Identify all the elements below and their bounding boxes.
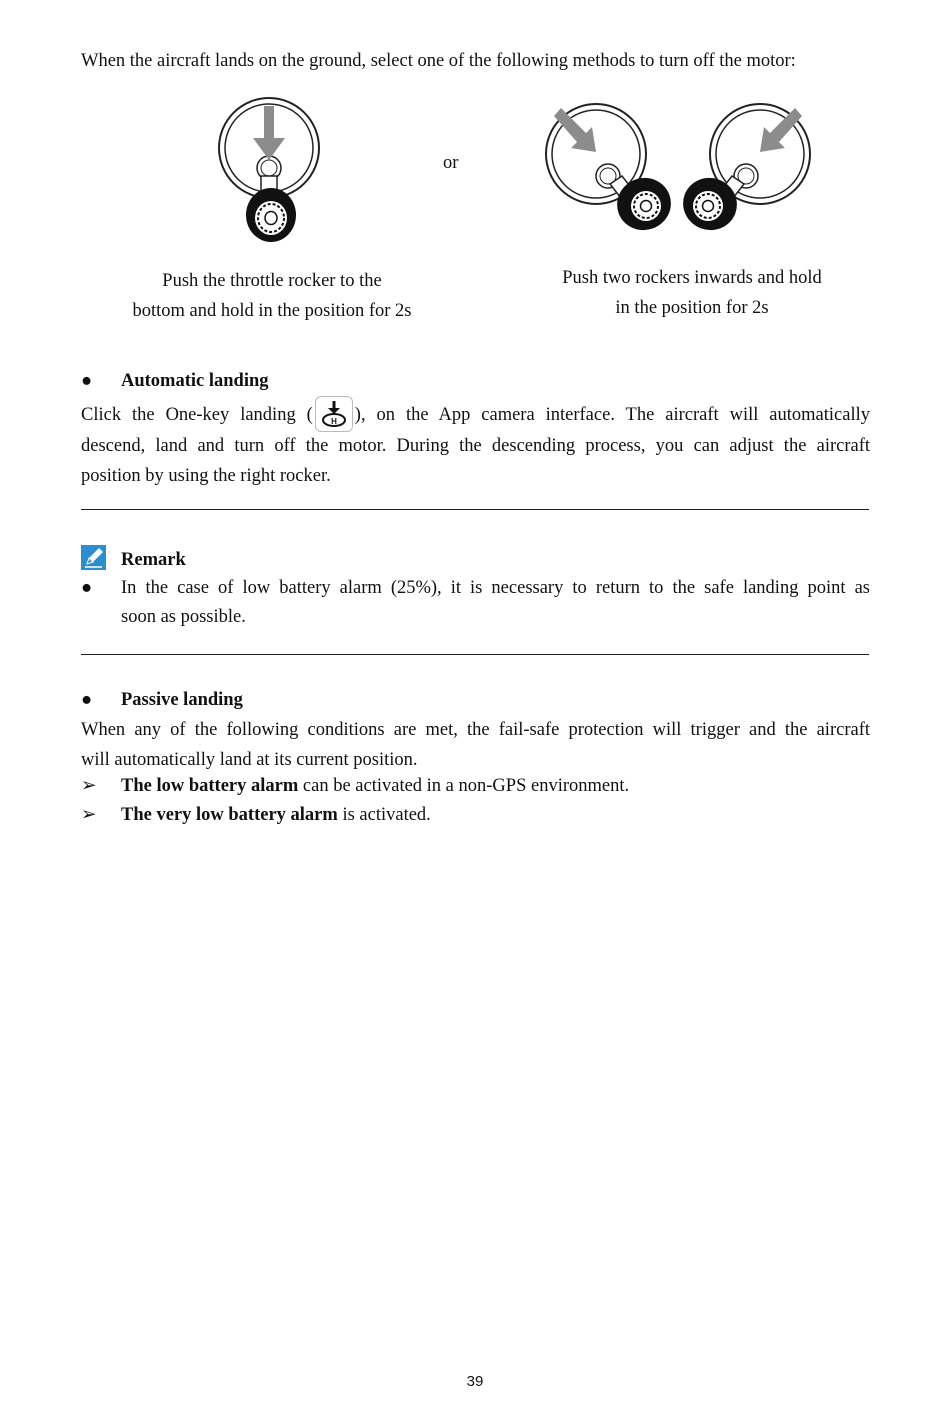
divider <box>81 654 869 655</box>
automatic-landing-paragraph <box>81 396 870 491</box>
paragraph-line: position by using the right rocker. <box>81 465 331 486</box>
intro-text: When the aircraft lands on the ground, select one of the following methods to turn off the motor: <box>81 51 796 71</box>
paragraph-line <box>81 396 870 432</box>
bullet-icon: ● <box>81 578 93 598</box>
remark-heading <box>81 545 186 571</box>
paragraph-line: descend, land and turn off the motor. During the descending process, you can adjust the aircraft <box>81 436 870 456</box>
paragraph-line: In the case of low battery alarm (25%), it is necessary to return to the safe landing point as <box>121 578 870 598</box>
text-span: ), on the App camera interface. The aircraft will automatically <box>354 405 870 425</box>
bullet-icon: ● <box>81 690 93 710</box>
two-rockers-inward-illustration <box>540 96 820 236</box>
heading-text: Automatic landing <box>121 371 269 391</box>
automatic-landing-heading <box>81 371 269 392</box>
caption-line: in the position for 2s <box>615 298 769 318</box>
remark-text <box>121 574 870 632</box>
caption-line: Push two rockers inwards and hold <box>562 268 822 288</box>
item-text: can be activated in a non-GPS environment. <box>298 776 630 796</box>
heading-text: Passive landing <box>121 690 243 710</box>
svg-text:H: H <box>330 417 337 426</box>
remark-pencil-icon <box>81 545 106 570</box>
text-span: Click the One-key landing ( <box>81 405 313 425</box>
list-item <box>81 775 629 797</box>
item-bold-text: The very low battery alarm <box>121 805 338 825</box>
passive-landing-heading <box>81 690 243 711</box>
arrow-bullet-icon: ➢ <box>81 776 97 796</box>
bullet-icon: ● <box>81 371 93 391</box>
item-bold-text: The low battery alarm <box>121 776 299 796</box>
right-figure-caption <box>532 263 852 323</box>
caption-line: bottom and hold in the position for 2s <box>132 301 412 321</box>
divider <box>81 509 869 510</box>
passive-landing-paragraph <box>81 716 870 775</box>
arrow-bullet-icon: ➢ <box>81 805 97 825</box>
paragraph-line: soon as possible. <box>121 607 246 627</box>
caption-line: Push the throttle rocker to the <box>162 271 382 291</box>
remark-bullet <box>81 574 870 634</box>
left-figure-caption <box>112 266 432 326</box>
list-item <box>81 804 431 826</box>
one-key-landing-icon <box>315 396 353 432</box>
heading-text: Remark <box>121 550 186 570</box>
paragraph-line: will automatically land at its current position. <box>81 749 418 770</box>
throttle-down-illustration <box>215 94 335 249</box>
paragraph-line: When any of the following conditions are met, the fail-safe protection will trigger and the aircraft <box>81 720 870 740</box>
item-text: is activated. <box>337 805 431 825</box>
page-number: 39 <box>466 1373 484 1390</box>
or-label: or <box>443 153 459 173</box>
